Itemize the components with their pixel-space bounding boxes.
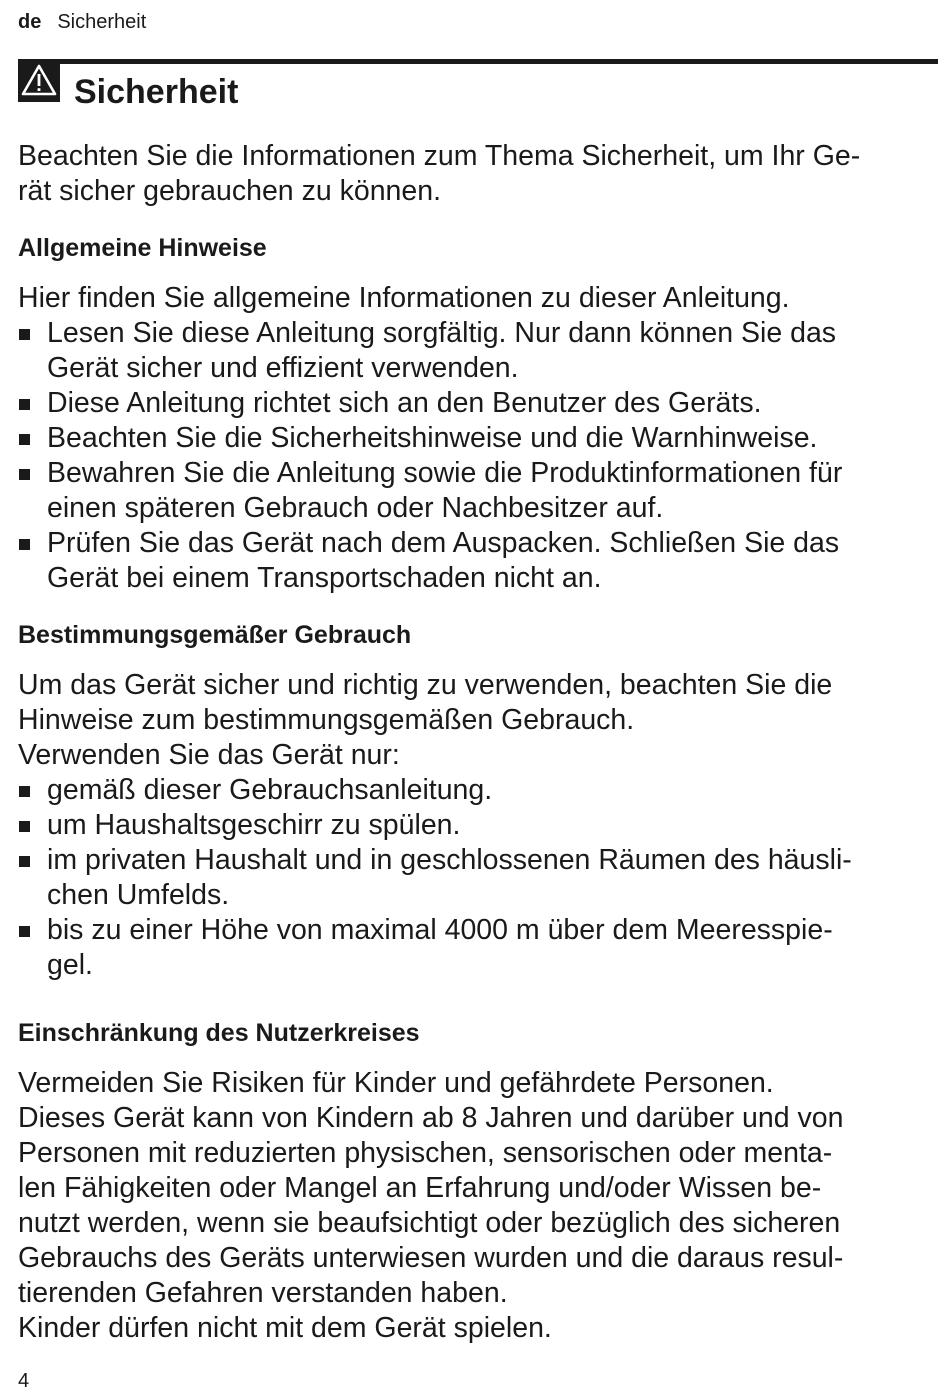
- text-line: Vermeiden Sie Risiken für Kinder und gefährdete Personen.: [18, 1067, 774, 1099]
- language-code: de: [18, 11, 42, 33]
- bullet-icon: [19, 821, 30, 832]
- text-line: Gebrauchs des Geräts unterwiesen wurden und die daraus resul-: [18, 1242, 844, 1274]
- running-header-chapter: Sicherheit: [57, 11, 147, 33]
- list-item: Diese Anleitung richtet sich an den Benutzer des Geräts.: [18, 386, 938, 421]
- list-item: Prüfen Sie das Gerät nach dem Auspacken. Schließen Sie das Gerät bei einem Transportschaden nicht an.: [18, 526, 938, 596]
- header-rule: [18, 59, 938, 64]
- text-line: Personen mit reduzierten physischen, sensorischen oder menta-: [18, 1137, 833, 1169]
- section-title: Sicherheit: [74, 73, 239, 111]
- general-intro: Hier finden Sie allgemeine Informationen zu dieser Anleitung.: [18, 282, 790, 314]
- user-restriction-heading: Einschränkung des Nutzerkreises: [18, 1019, 420, 1047]
- list-item: Lesen Sie diese Anleitung sorgfältig. Nur dann können Sie das Gerät sicher und effizient verwenden.: [18, 316, 938, 386]
- bullet-icon: [19, 856, 30, 867]
- running-header: [18, 9, 146, 35]
- text-line: Kinder dürfen nicht mit dem Gerät spielen.: [18, 1312, 552, 1344]
- bullet-icon: [19, 434, 30, 445]
- intended-use-intro: [18, 668, 938, 773]
- list-item: Bewahren Sie die Anleitung sowie die Produktinformationen für einen späteren Gebrauch oder Nachbesitzer auf.: [18, 456, 938, 526]
- section-intro: [18, 139, 938, 209]
- list-item: gemäß dieser Gebrauchsanleitung.: [18, 773, 938, 808]
- text-line: rät sicher gebrauchen zu können.: [18, 175, 442, 207]
- bullet-icon: [19, 786, 30, 797]
- text-line: nutzt werden, wenn sie beaufsichtigt oder bezüglich des sicheren: [18, 1207, 841, 1239]
- list-item: bis zu einer Höhe von maximal 4000 m über dem Meeresspie- gel.: [18, 913, 938, 983]
- user-restriction-body: [18, 1066, 938, 1346]
- bullet-icon: [19, 469, 30, 480]
- bullet-icon: [19, 399, 30, 410]
- bullet-icon: [19, 329, 30, 340]
- bullet-icon: [19, 926, 30, 937]
- list-item: Beachten Sie die Sicherheitshinweise und die Warnhinweise.: [18, 421, 938, 456]
- page-content: [18, 139, 938, 1346]
- text-line: Verwenden Sie das Gerät nur:: [18, 739, 400, 771]
- general-list: [18, 316, 938, 596]
- text-line: Um das Gerät sicher und richtig zu verwenden, beachten Sie die: [18, 669, 833, 701]
- warning-triangle-icon: [18, 60, 60, 102]
- list-item: um Haushaltsgeschirr zu spülen.: [18, 808, 938, 843]
- text-line: len Fähigkeiten oder Mangel an Erfahrung und/oder Wissen be-: [18, 1172, 822, 1204]
- text-line: tierenden Gefahren verstanden haben.: [18, 1277, 508, 1309]
- text-line: Hinweise zum bestimmungsgemäßen Gebrauch.: [18, 704, 635, 736]
- text-line: Dieses Gerät kann von Kindern ab 8 Jahren und darüber und von: [18, 1102, 844, 1134]
- intended-use-list: [18, 773, 938, 983]
- intended-use-heading: Bestimmungsgemäßer Gebrauch: [18, 621, 412, 649]
- bullet-icon: [19, 539, 30, 550]
- general-heading: Allgemeine Hinweise: [18, 234, 267, 262]
- text-line: Beachten Sie die Informationen zum Thema Sicherheit, um Ihr Ge-: [18, 140, 861, 172]
- page-number: 4: [18, 1370, 30, 1392]
- list-item: im privaten Haushalt und in geschlossenen Räumen des häusli- chen Umfelds.: [18, 843, 938, 913]
